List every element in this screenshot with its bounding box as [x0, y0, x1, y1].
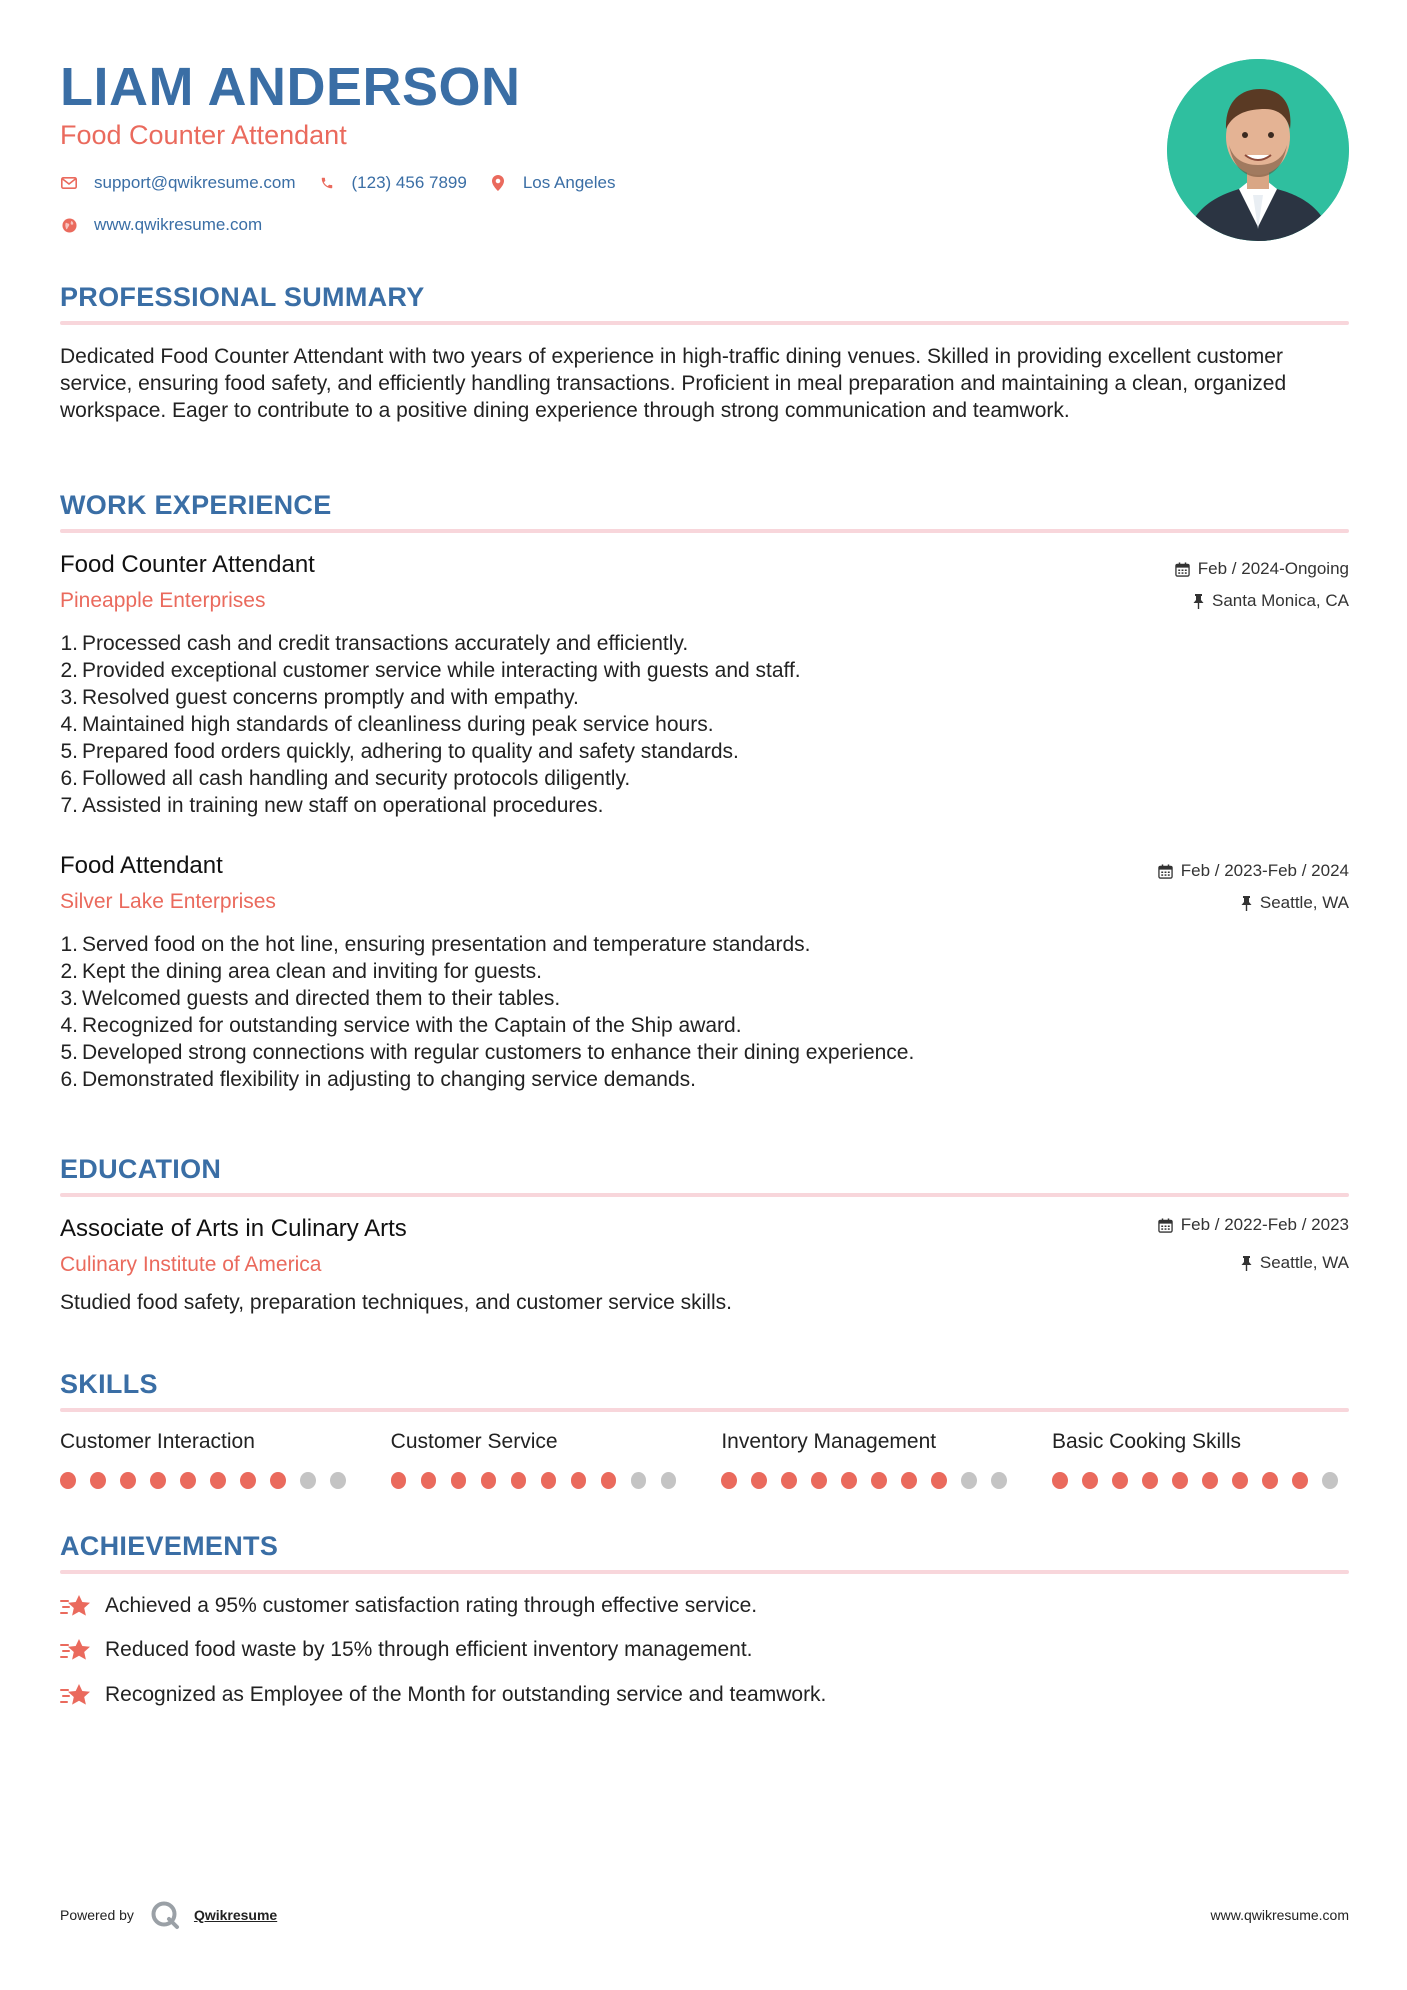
education-heading: EDUCATION — [60, 1154, 222, 1184]
rating-dot-filled — [541, 1472, 557, 1489]
summary-text: Dedicated Food Counter Attendant with two years of experience in high-traffic dining venues. Skilled in providing excellent customer service, ensuring food safety, and efficiently handling transactions. Proficient in meal preparation and maintaining a clean, organized workspace. Eager to contribute to a positive dining experience through strong communication and teamwork. — [60, 345, 1287, 422]
rating-dot-filled — [1172, 1472, 1188, 1489]
rating-dot-filled — [180, 1472, 196, 1489]
rating-dot-empty — [631, 1472, 647, 1489]
star-icon — [60, 1636, 92, 1664]
skill-rating — [391, 1472, 691, 1489]
job-location — [1193, 591, 1349, 611]
job-location-text: Santa Monica, CA — [1211, 591, 1349, 610]
website-row — [60, 215, 284, 235]
skill-rating — [60, 1472, 360, 1489]
achievement-item — [60, 1681, 826, 1709]
rating-dot-filled — [421, 1472, 437, 1489]
rating-dot-filled — [1202, 1472, 1218, 1489]
rating-dot-filled — [481, 1472, 497, 1489]
rating-dot-filled — [1292, 1472, 1308, 1489]
profile-photo — [1167, 59, 1349, 241]
phone-number[interactable]: (123) 456 7899 — [351, 173, 467, 192]
list-item: 3. Welcomed guests and directed them to their tables. — [60, 987, 561, 1010]
powered-by-label: Powered by — [60, 1907, 134, 1923]
achievement-text: Reduced food waste by 15% through efficient inventory management. — [105, 1638, 753, 1661]
brand-link[interactable]: Qwikresume — [193, 1907, 278, 1923]
list-item: 4. Recognized for outstanding service with the Captain of the Ship award. — [60, 1014, 742, 1037]
degree-title: Associate of Arts in Culinary Arts — [60, 1215, 407, 1242]
star-icon — [60, 1592, 92, 1620]
rating-dot-filled — [1232, 1472, 1248, 1489]
rating-dot-filled — [601, 1472, 617, 1489]
mail-icon — [60, 174, 78, 192]
rating-dot-filled — [781, 1472, 797, 1489]
website-link[interactable]: www.qwikresume.com — [94, 215, 263, 234]
rating-dot-filled — [931, 1472, 947, 1489]
footer-url[interactable]: www.qwikresume.com — [1210, 1907, 1349, 1923]
job-bullets — [50, 931, 914, 1093]
job-bullets — [50, 630, 801, 819]
rating-dot-filled — [1262, 1472, 1278, 1489]
skill-item — [391, 1430, 691, 1489]
company-name: Pineapple Enterprises — [60, 589, 266, 612]
rating-dot-filled — [60, 1472, 76, 1489]
pushpin-icon — [1193, 594, 1204, 609]
skill-name: Inventory Management — [721, 1430, 937, 1453]
list-item: 3. Resolved guest concerns promptly and with empathy. — [60, 686, 579, 709]
rating-dot-filled — [270, 1472, 286, 1489]
skills-divider — [60, 1408, 1349, 1412]
achievement-item — [60, 1592, 757, 1620]
phone-icon — [318, 174, 336, 192]
skill-name: Basic Cooking Skills — [1051, 1430, 1242, 1453]
rating-dot-filled — [811, 1472, 827, 1489]
job-title: Food Counter Attendant — [60, 551, 315, 578]
qwikresume-logo-icon — [150, 1900, 180, 1930]
rating-dot-filled — [871, 1472, 887, 1489]
skill-item — [1052, 1430, 1352, 1489]
job-dates — [1158, 861, 1349, 881]
rating-dot-filled — [721, 1472, 737, 1489]
calendar-icon — [1158, 1218, 1173, 1233]
skill-rating — [721, 1472, 1021, 1489]
rating-dot-empty — [961, 1472, 977, 1489]
achievements-divider — [60, 1570, 1349, 1574]
job-title: Food Attendant — [60, 852, 223, 879]
calendar-icon — [1175, 562, 1190, 577]
calendar-icon — [1158, 864, 1173, 879]
rating-dot-filled — [1142, 1472, 1158, 1489]
location-pin-icon — [489, 174, 507, 192]
list-item: 1. Served food on the hot line, ensuring presentation and temperature standards. — [60, 933, 811, 956]
job-location — [1241, 893, 1349, 913]
education-dates-text: Feb / 2022-Feb / 2023 — [1180, 1215, 1349, 1234]
list-item: 7. Assisted in training new staff on operational procedures. — [60, 794, 604, 817]
rating-dot-filled — [1112, 1472, 1128, 1489]
achievement-text: Recognized as Employee of the Month for outstanding service and teamwork. — [105, 1683, 827, 1706]
rating-dot-empty — [300, 1472, 316, 1489]
list-item: 2. Provided exceptional customer service while interacting with guests and staff. — [60, 659, 801, 682]
job-dates — [1175, 559, 1349, 579]
skill-name: Customer Interaction — [60, 1430, 255, 1453]
list-item: 5. Developed strong connections with regular customers to enhance their dining experience. — [60, 1041, 915, 1064]
school-name: Culinary Institute of America — [60, 1253, 322, 1276]
email-link[interactable]: support@qwikresume.com — [94, 173, 296, 192]
list-item: 6. Demonstrated flexibility in adjusting to changing service demands. — [60, 1068, 696, 1091]
rating-dot-empty — [991, 1472, 1007, 1489]
job-location-text: Seattle, WA — [1259, 893, 1349, 912]
experience-heading: WORK EXPERIENCE — [60, 490, 332, 520]
summary-heading: PROFESSIONAL SUMMARY — [60, 282, 425, 312]
rating-dot-filled — [451, 1472, 467, 1489]
skill-item — [721, 1430, 1021, 1489]
rating-dot-empty — [661, 1472, 677, 1489]
candidate-name: LIAM ANDERSON — [60, 57, 521, 117]
achievements-heading: ACHIEVEMENTS — [60, 1531, 279, 1561]
footer-powered-by — [60, 1900, 277, 1930]
rating-dot-filled — [150, 1472, 166, 1489]
rating-dot-filled — [391, 1472, 407, 1489]
star-icon — [60, 1681, 92, 1709]
education-description: Studied food safety, preparation techniques, and customer service skills. — [60, 1291, 732, 1314]
rating-dot-empty — [330, 1472, 346, 1489]
rating-dot-filled — [210, 1472, 226, 1489]
pushpin-icon — [1241, 1256, 1252, 1271]
education-location-text: Seattle, WA — [1259, 1253, 1349, 1272]
list-item: 4. Maintained high standards of cleanliness during peak service hours. — [60, 713, 714, 736]
rating-dot-filled — [240, 1472, 256, 1489]
list-item: 6. Followed all cash handling and security protocols diligently. — [60, 767, 631, 790]
achievement-item — [60, 1636, 753, 1664]
rating-dot-filled — [1052, 1472, 1068, 1489]
location-text: Los Angeles — [522, 173, 616, 192]
rating-dot-filled — [571, 1472, 587, 1489]
skill-item — [60, 1430, 360, 1489]
skills-heading: SKILLS — [60, 1369, 158, 1399]
summary-divider — [60, 321, 1349, 325]
achievement-text: Achieved a 95% customer satisfaction rating through effective service. — [105, 1594, 758, 1617]
education-location — [1241, 1253, 1349, 1273]
company-name: Silver Lake Enterprises — [60, 890, 276, 913]
rating-dot-filled — [841, 1472, 857, 1489]
skills-grid — [60, 1430, 1352, 1489]
experience-divider — [60, 529, 1349, 533]
skill-name: Customer Service — [390, 1430, 558, 1453]
job-dates-text: Feb / 2023-Feb / 2024 — [1180, 861, 1349, 880]
list-item: 2. Kept the dining area clean and inviting for guests. — [60, 960, 542, 983]
education-divider — [60, 1193, 1349, 1197]
rating-dot-filled — [1082, 1472, 1098, 1489]
rating-dot-empty — [1322, 1472, 1338, 1489]
skill-rating — [1052, 1472, 1352, 1489]
rating-dot-filled — [751, 1472, 767, 1489]
list-item: 5. Prepared food orders quickly, adhering to quality and safety standards. — [60, 740, 739, 763]
pushpin-icon — [1241, 896, 1252, 911]
globe-icon — [60, 216, 78, 234]
rating-dot-filled — [901, 1472, 917, 1489]
rating-dot-filled — [120, 1472, 136, 1489]
contact-row — [60, 173, 637, 193]
list-item: 1. Processed cash and credit transactions accurately and efficiently. — [60, 632, 689, 655]
education-dates — [1158, 1215, 1349, 1235]
candidate-role: Food Counter Attendant — [60, 120, 347, 150]
rating-dot-filled — [511, 1472, 527, 1489]
job-dates-text: Feb / 2024-Ongoing — [1197, 559, 1349, 578]
rating-dot-filled — [90, 1472, 106, 1489]
